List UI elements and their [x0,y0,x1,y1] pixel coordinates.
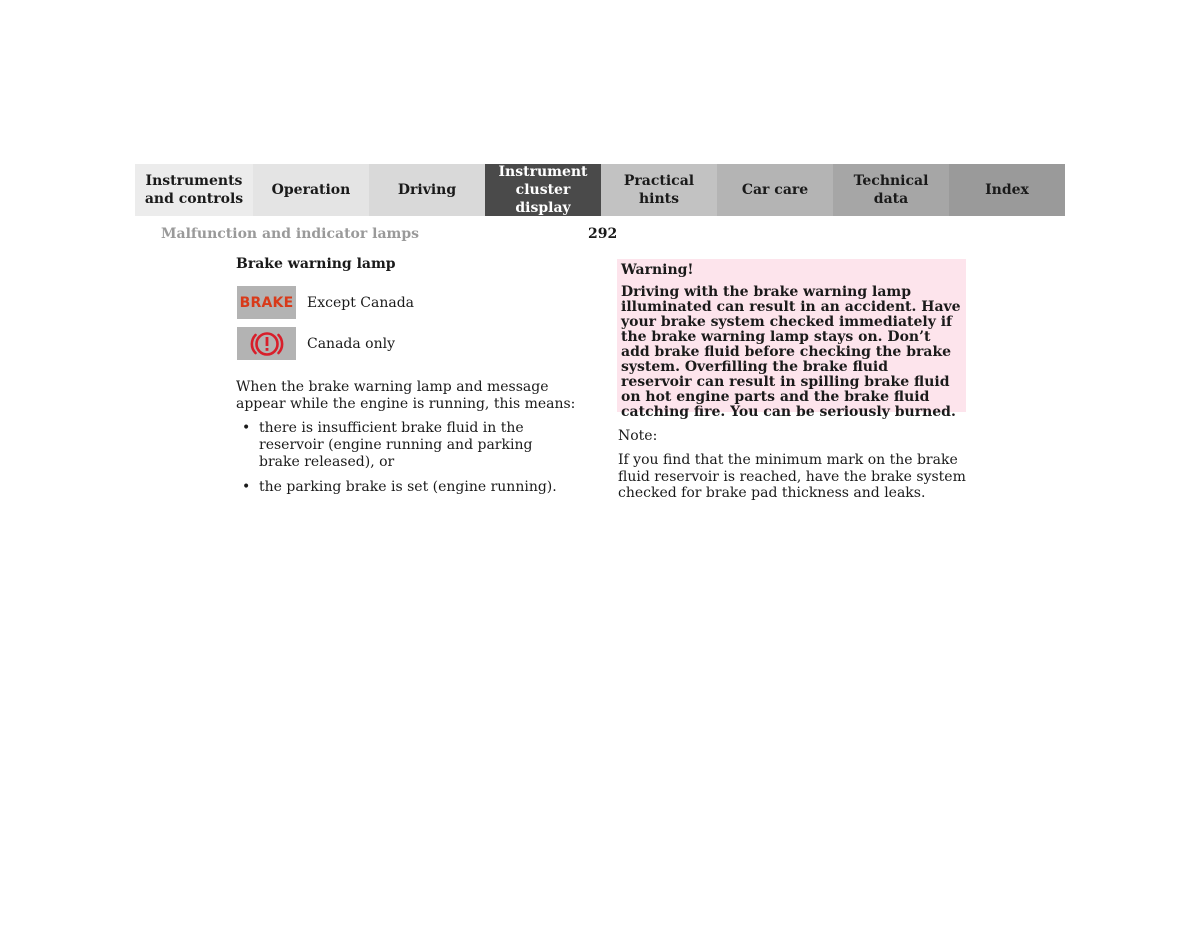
section-tab-bar [135,164,1065,216]
warning-text: Driving with the brake warning lamp illuminated can result in an accident. Have your brake system checked immediately if the brake warning lamp stays on. Don’t add brake fluid before checking the brake system. Overfilling the brake fluid reservoir can result in spilling brake fluid on hot engine parts and the brake fluid catching fire. You can be seriously burned. [621,284,961,420]
tab-technical-data[interactable]: Technical data [833,164,949,216]
tab-instrument-cluster-display[interactable]: Instrument cluster display [485,164,601,216]
brake-lamp-text: BRAKE [239,294,294,311]
tab-car-care[interactable]: Car care [717,164,833,216]
list-item [236,479,576,496]
list-item-text: there is insufficient brake fluid in the reservoir (engine running and parking brake released), or [259,420,533,470]
note-text: If you find that the minimum mark on the brake fluid reservoir is reached, have the brake system checked for brake pad thickness and leaks. [618,452,966,501]
brake-circle-exclamation-icon [237,327,296,360]
tab-practical-hints[interactable]: Practical hints [601,164,717,216]
section-title: Malfunction and indicator lamps [161,226,420,242]
bullet-icon: • [242,479,251,495]
warning-box [617,259,966,420]
tab-instruments-and-controls[interactable]: Instruments and controls [135,164,253,216]
lamp-label-canada-only: Canada only [307,335,396,352]
intro-paragraph: When the brake warning lamp and message appear while the engine is running, this means: [236,379,576,412]
lamp-row-canada-only [237,327,395,360]
note-label: Note: [618,428,658,444]
lamp-row-except-canada [237,286,414,319]
list-item [236,420,576,471]
brake-circle-exclamation-symbol [249,329,285,359]
lamp-label-except-canada: Except Canada [307,294,415,311]
warning-title: Warning! [621,262,694,278]
condition-list [236,420,576,504]
list-item-text: the parking brake is set (engine running). [259,479,557,495]
brake-warning-lamp-heading: Brake warning lamp [236,256,396,272]
brake-text-lamp-icon [237,286,296,319]
tab-operation[interactable]: Operation [253,164,369,216]
tab-driving[interactable]: Driving [369,164,485,216]
page-number: 292 [588,226,618,242]
tab-index[interactable]: Index [949,164,1065,216]
bullet-icon: • [242,420,251,436]
